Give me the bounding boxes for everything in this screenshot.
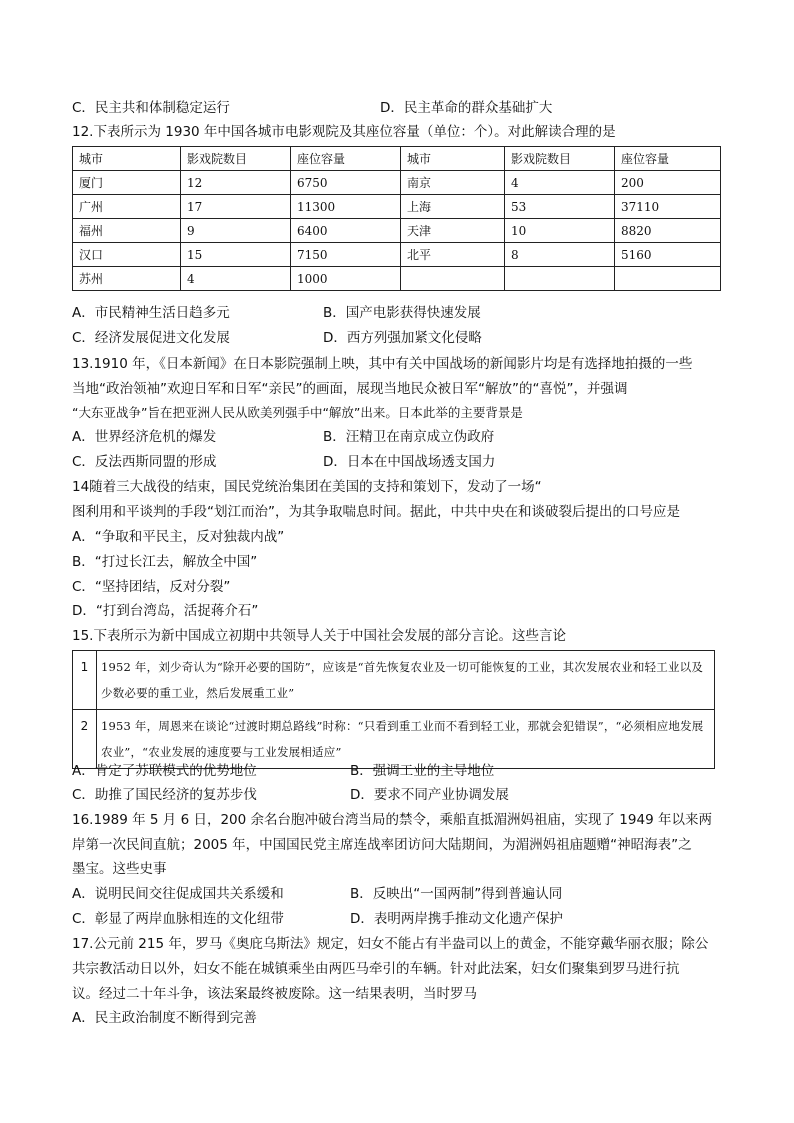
table-cell: 4 — [505, 171, 615, 195]
table-cell-index: 1 — [73, 651, 97, 710]
table-row — [73, 710, 715, 769]
q11-option-c: C．民主共和体制稳定运行 — [72, 100, 230, 116]
table-cell: 厦门 — [73, 171, 181, 195]
q12-option-c: C．经济发展促进文化发展 — [72, 330, 230, 346]
table-header-cell: 城市 — [401, 147, 505, 171]
table-cell: 汉口 — [73, 243, 181, 267]
table-cell: 苏州 — [73, 267, 181, 291]
table-row — [73, 219, 721, 243]
table-cell: 5160 — [615, 243, 721, 267]
q14-option-a: A．“争取和平民主，反对独裁内战” — [72, 529, 285, 545]
q17-stem-line2: 共宗教活动日以外，妇女不能在城镇乘坐由两匹马牵引的车辆。针对此法案，妇女们聚集到罗马进行抗 — [72, 961, 680, 977]
table-cell: 53 — [505, 195, 615, 219]
q12-cinema-table — [72, 146, 721, 291]
table-cell: 10 — [505, 219, 615, 243]
table-cell — [615, 267, 721, 291]
table-row — [73, 243, 721, 267]
q16-stem-line3: 墨宝。这些史事 — [72, 861, 167, 877]
table-cell: 8820 — [615, 219, 721, 243]
q14-stem-line1: 14随着三大战役的结束，国民党统治集团在美国的支持和策划下，发动了一场“ — [72, 479, 542, 495]
q12-option-b: B．国产电影获得快速发展 — [323, 305, 481, 321]
q15-option-c: C．助推了国民经济的复苏步伐 — [72, 787, 257, 803]
table-cell: 8 — [505, 243, 615, 267]
q13-option-b: B．汪精卫在南京成立伪政府 — [323, 429, 495, 445]
table-header-cell: 座位容量 — [291, 147, 401, 171]
table-cell — [401, 267, 505, 291]
table-cell: 1953 年，周恩来在谈论“过渡时期总路线”时称：“只看到重工业而不看到轻工业，那就会犯错误”，“必须相应地发展农业”，“农业发展的速度要与工业发展相适应” — [97, 710, 715, 769]
q13-option-a: A．世界经济危机的爆发 — [72, 429, 217, 445]
table-cell: 上海 — [401, 195, 505, 219]
q15-option-d: D．要求不同产业协调发展 — [350, 787, 509, 803]
table-cell: 南京 — [401, 171, 505, 195]
table-cell-index: 2 — [73, 710, 97, 769]
table-cell: 7150 — [291, 243, 401, 267]
q17-stem-line3: 议。经过二十年斗争，该法案最终被废除。这一结果表明，当时罗马 — [72, 986, 477, 1002]
table-cell: 天津 — [401, 219, 505, 243]
q16-stem-line2: 岸第一次民间直航；2005 年，中国国民党主席连战率团访问大陆期间，为湄洲妈祖庙题赠“神昭海表”之 — [72, 837, 692, 853]
table-row — [73, 171, 721, 195]
table-cell: 6750 — [291, 171, 401, 195]
q14-option-c: C．“坚持团结，反对分裂” — [72, 579, 231, 595]
table-cell: 12 — [181, 171, 291, 195]
q11-option-d: D．民主革命的群众基础扩大 — [380, 100, 553, 116]
q14-stem-line2: 图利用和平谈判的手段“划江而治”，为其争取喘息时间。据此，中共中央在和谈破裂后提出的口号应是 — [72, 504, 680, 520]
q14-option-d: D．“打到台湾岛，活捉蒋介石” — [72, 603, 259, 619]
q15-quotes-table — [72, 650, 715, 769]
table-row — [73, 267, 721, 291]
q16-option-d: D．表明两岸携手推动文化遗产保护 — [350, 911, 563, 927]
q15-option-a: A．肯定了苏联模式的优势地位 — [72, 763, 257, 779]
q16-option-a: A．说明民间交往促成国共关系缓和 — [72, 886, 284, 902]
table-cell: 6400 — [291, 219, 401, 243]
table-row — [73, 195, 721, 219]
q15-option-b: B．强调工业的主导地位 — [350, 763, 495, 779]
q13-stem-line1: 13.1910 年，《日本新闻》在日本影院强制上映，其中有关中国战场的新闻影片均是有选择地拍摄的一些 — [72, 356, 693, 372]
q12-option-d: D．西方列强加紧文化侵略 — [323, 330, 482, 346]
table-row — [73, 651, 715, 710]
q16-option-c: C．彰显了两岸血脉相连的文化纽带 — [72, 911, 284, 927]
table-cell: 17 — [181, 195, 291, 219]
q16-option-b: B．反映出“一国两制”得到普遍认同 — [350, 886, 563, 902]
table-header-cell: 影戏院数目 — [181, 147, 291, 171]
q13-stem-line3: “大东亚战争”旨在把亚洲人民从欧美列强手中“解放”出来。日本此举的主要背景是 — [72, 405, 523, 420]
table-cell: 4 — [181, 267, 291, 291]
table-header-cell: 影戏院数目 — [505, 147, 615, 171]
q12-stem: 12.下表所示为 1930 年中国各城市电影观院及其座位容量（单位：个）。对此解读合理的是 — [72, 124, 616, 140]
table-cell: 200 — [615, 171, 721, 195]
table-cell: 广州 — [73, 195, 181, 219]
table-header-cell: 座位容量 — [615, 147, 721, 171]
table-cell — [505, 267, 615, 291]
table-cell: 福州 — [73, 219, 181, 243]
table-cell: 北平 — [401, 243, 505, 267]
table-cell: 15 — [181, 243, 291, 267]
q13-option-c: C．反法西斯同盟的形成 — [72, 454, 217, 470]
table-cell: 1000 — [291, 267, 401, 291]
table-cell: 37110 — [615, 195, 721, 219]
table-header-row — [73, 147, 721, 171]
q17-option-a: A．民主政治制度不断得到完善 — [72, 1010, 257, 1026]
q17-stem-line1: 17.公元前 215 年，罗马《奥庇乌斯法》规定，妇女不能占有半盎司以上的黄金，不能穿戴华丽衣服；除公 — [72, 936, 709, 952]
table-cell: 11300 — [291, 195, 401, 219]
table-header-cell: 城市 — [73, 147, 181, 171]
q12-option-a: A．市民精神生活日趋多元 — [72, 305, 230, 321]
q13-stem-line2: 当地“政治领袖”欢迎日军和日军“亲民”的画面，展现当地民众被日军“解放”的“喜悦”，并强调 — [72, 381, 628, 397]
table-cell: 9 — [181, 219, 291, 243]
q16-stem-line1: 16.1989 年 5 月 6 日，200 余名台胞冲破台湾当局的禁令，乘船直抵湄洲妈祖庙，实现了 1949 年以来两 — [72, 812, 712, 828]
table-cell: 1952 年，刘少奇认为“除开必要的国防”，应该是“首先恢复农业及一切可能恢复的工业，其次发展农业和轻工业以及少数必要的重工业，然后发展重工业” — [97, 651, 715, 710]
q14-option-b: B．“打过长江去，解放全中国” — [72, 554, 258, 570]
q13-option-d: D．日本在中国战场透支国力 — [323, 454, 496, 470]
q15-stem: 15.下表所示为新中国成立初期中共领导人关于中国社会发展的部分言论。这些言论 — [72, 628, 566, 644]
